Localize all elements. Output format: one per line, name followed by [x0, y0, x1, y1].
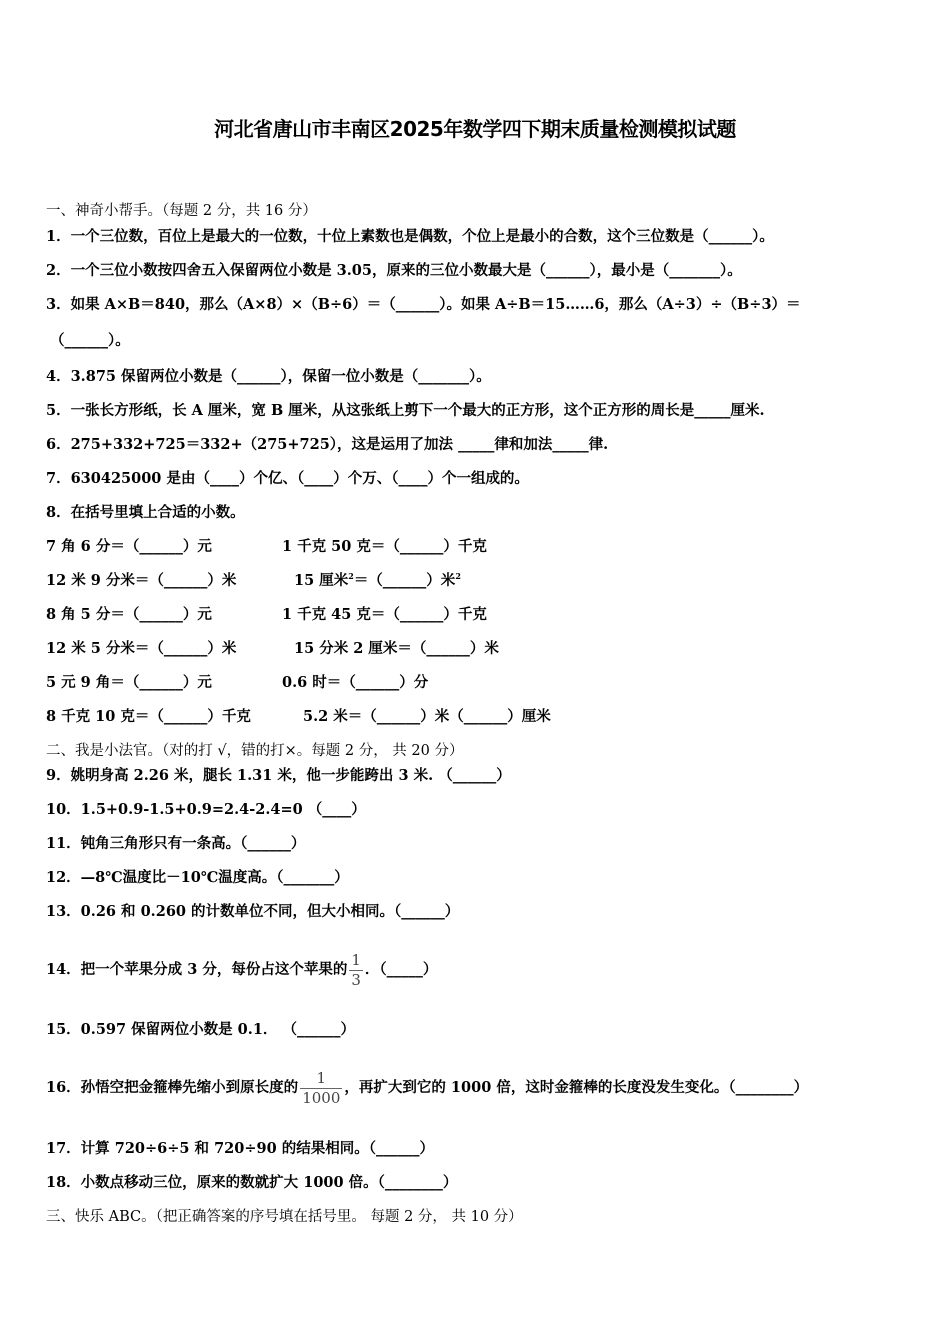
- conversion-right: 15 分米 2 厘米＝（______）米: [294, 640, 499, 657]
- question-18: 18．小数点移动三位，原来的数就扩大 1000 倍。（________）: [46, 1174, 458, 1191]
- question-6: 6．275+332+725＝332+（275+725），这是运用了加法 _____律和加法_____律.: [46, 436, 609, 453]
- question-13: 13．0.26 和 0.260 的计数单位不同，但大小相同。（______）: [46, 903, 460, 920]
- question-16: [46, 1058, 808, 1118]
- conversion-right: 1 千克 50 克＝（______）千克: [282, 538, 487, 555]
- section-2-heading: 二、我是小法官。（对的打 √，错的打×。每题 2 分， 共 20 分）: [46, 743, 464, 759]
- question-3: 3．如果 A×B＝840，那么（A×8）×（B÷6）＝（______）。如果 A÷B＝15……6，那么（A÷3）÷（B÷3）＝: [46, 296, 801, 313]
- conversion-right: 0.6 时＝（______）分: [282, 674, 429, 691]
- conversion-row: [46, 639, 499, 659]
- question-1: 1．一个三位数，百位上是最大的一位数，十位上素数也是偶数，个位上是最小的合数，这个三位数是（______）。: [46, 228, 774, 245]
- superscript: 2: [455, 571, 461, 582]
- question-16-answer: ，再扩大到它的 1000 倍，这时金箍棒的长度没发生变化。（________）: [344, 1079, 809, 1096]
- conversion-left: 12 米 9 分米＝（______）米: [46, 572, 237, 589]
- conversion-left: 12 米 5 分米＝（______）米: [46, 640, 237, 657]
- question-14: [46, 940, 437, 1000]
- question-5: 5．一张长方形纸，长 A 厘米，宽 B 厘米，从这张纸上剪下一个最大的正方形，这个正方形的周长是_____厘米.: [46, 402, 765, 419]
- conversion-row: [46, 707, 551, 727]
- conversion-row: [46, 605, 487, 625]
- conversion-right: [294, 571, 461, 591]
- question-9: 9．姚明身高 2.26 米，腿长 1.31 米，他一步能跨出 3 米. （______）: [46, 767, 511, 784]
- question-8: 8．在括号里填上合适的小数。: [46, 504, 245, 521]
- question-15: 15．0.597 保留两位小数是 0.1． （______）: [46, 1021, 355, 1038]
- question-17: 17．计算 720÷6÷5 和 720÷90 的结果相同。（______）: [46, 1140, 434, 1157]
- question-12: 12．—8℃温度比－10℃温度高。（_______）: [46, 869, 349, 886]
- question-2: 2．一个三位小数按四舍五入保留两位小数是 3.05，原来的三位小数最大是（______），最小是（_______）。: [46, 262, 742, 279]
- conversion-left: 8 角 5 分＝（______）元: [46, 606, 212, 623]
- question-11: 11．钝角三角形只有一条高。（______）: [46, 835, 306, 852]
- question-14-answer: ．（_____）: [364, 961, 438, 978]
- question-14-text: 14．把一个苹果分成 3 分，每份占这个苹果的: [46, 961, 348, 978]
- conversion-left: 5 元 9 角＝（______）元: [46, 674, 212, 691]
- fraction-denominator: 1000: [302, 1088, 341, 1107]
- conversion-right: 5.2 米＝（______）米（______）厘米: [303, 708, 551, 725]
- fraction-denominator: 3: [351, 970, 361, 989]
- conversion-right-answer: ＝（______）米: [353, 572, 456, 589]
- conversion-row: [46, 673, 429, 693]
- question-7: 7．630425000 是由（____）个亿、（____）个万、（____）个一组成的。: [46, 470, 529, 487]
- superscript: 2: [348, 571, 354, 582]
- conversion-row: [46, 537, 487, 557]
- question-3-continued: （______）。: [50, 332, 130, 349]
- conversion-right-unit: 15 厘米: [294, 572, 349, 589]
- page-title: 河北省唐山市丰南区2025年数学四下期末质量检测模拟试题: [214, 117, 736, 141]
- section-1-heading: 一、神奇小帮手。（每题 2 分，共 16 分）: [46, 203, 317, 219]
- question-4: 4．3.875 保留两位小数是（______），保留一位小数是（_______）。: [46, 368, 491, 385]
- fraction-numerator: 1: [316, 1068, 327, 1087]
- fraction: [349, 950, 363, 989]
- fraction-numerator: 1: [351, 950, 361, 969]
- conversion-right: 1 千克 45 克＝（______）千克: [282, 606, 487, 623]
- conversion-left: 8 千克 10 克＝（______）千克: [46, 708, 251, 725]
- section-3-heading: 三、快乐 ABC。（把正确答案的序号填在括号里。 每题 2 分， 共 10 分）: [46, 1209, 523, 1225]
- question-16-text: 16．孙悟空把金箍棒先缩小到原长度的: [46, 1079, 299, 1096]
- conversion-row: [46, 571, 461, 591]
- conversion-left: 7 角 6 分＝（______）元: [46, 538, 212, 555]
- question-10: 10．1.5+0.9-1.5+0.9=2.4-2.4=0 （____）: [46, 801, 366, 818]
- fraction: [300, 1068, 342, 1107]
